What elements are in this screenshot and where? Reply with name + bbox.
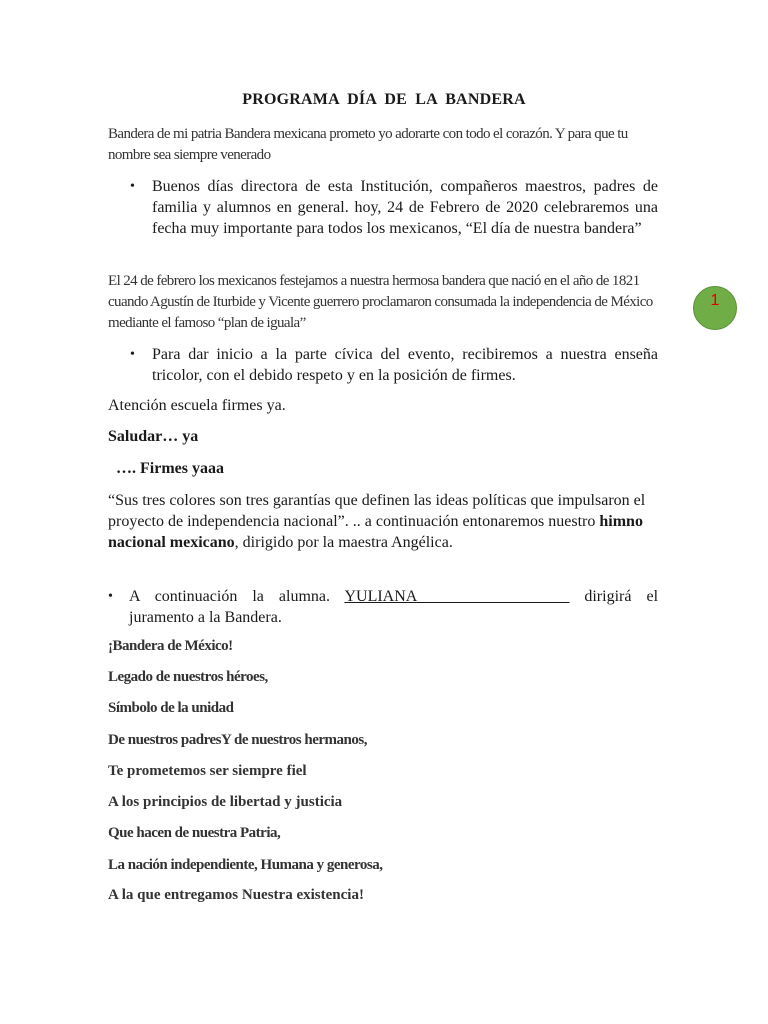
anthem-name: himno nacional mexicano <box>108 513 643 551</box>
colors-paragraph <box>108 490 658 553</box>
bullet-oath-intro <box>108 586 658 628</box>
oath-line-5: Te prometemos ser siempre fiel <box>108 763 307 779</box>
history-paragraph: El 24 de febrero los mexicanos festejamos a nuestra hermosa bandera que nació en el año de 1821 cuando Agustín de Iturbide y Vicente guerrero proclamaron consumada la independencia de México mediante el famoso “plan de iguala” <box>108 273 653 331</box>
colors-text-end: , dirigido por la maestra Angélica. <box>234 534 453 551</box>
oath-intro-end: dirigirá el juramento a la Bandera. <box>129 588 659 626</box>
oath-line-6: A los principios de libertad y justicia <box>108 794 343 810</box>
bullet-list-3 <box>108 586 658 628</box>
oath-line-2: Legado de nuestros héroes, <box>108 669 268 685</box>
command-attention: Atención escuela firmes ya. <box>108 397 286 414</box>
oath-line-3: Símbolo de la unidad <box>108 700 234 716</box>
bullet-greeting: • Buenos días directora de esta Institución, compañeros maestros, padres de familia y alumnos en general. hoy, 24 de Febrero de 2020 celebraremos una fecha muy importante para todos los mexicanos, “El día de nuestra bandera” <box>108 176 658 239</box>
command-salute: Saludar… ya <box>108 428 199 445</box>
oath-line-4: De nuestros padresY de nuestros hermanos, <box>108 732 367 748</box>
bullet-list-1 <box>108 176 658 239</box>
oath-line-7: Que hacen de nuestra Patria, <box>108 825 281 841</box>
command-firm: …. Firmes yaaa <box>116 460 224 477</box>
oath-line-1: ¡Bandera de México! <box>108 638 233 654</box>
document-title: PROGRAMA DÍA DE LA BANDERA <box>242 91 526 108</box>
bullet-civic-start: • Para dar inicio a la parte cívica del evento, recibiremos a nuestra enseña tricolor, con el debido respeto y en la posición de firmes. <box>108 344 658 386</box>
intro-paragraph: Bandera de mi patria Bandera mexicana prometo yo adorarte con todo el corazón. Y para que tu nombre sea siempre venerado <box>108 126 628 163</box>
oath-line-9: A la que entregamos Nuestra existencia! <box>108 887 364 903</box>
student-name: YULIANA___________________ <box>344 588 570 605</box>
page-number-badge: 1 <box>693 286 737 330</box>
oath-line-8: La nación independiente, Humana y generosa, <box>108 857 383 873</box>
colors-text: “Sus tres colores son tres garantías que definen las ideas políticas que impulsaron el proyecto de independencia nacional”. .. a continuación entonaremos nuestro <box>108 492 646 530</box>
oath-intro-text: A continuación la alumna. <box>129 588 345 605</box>
bullet-list-2 <box>108 344 658 386</box>
